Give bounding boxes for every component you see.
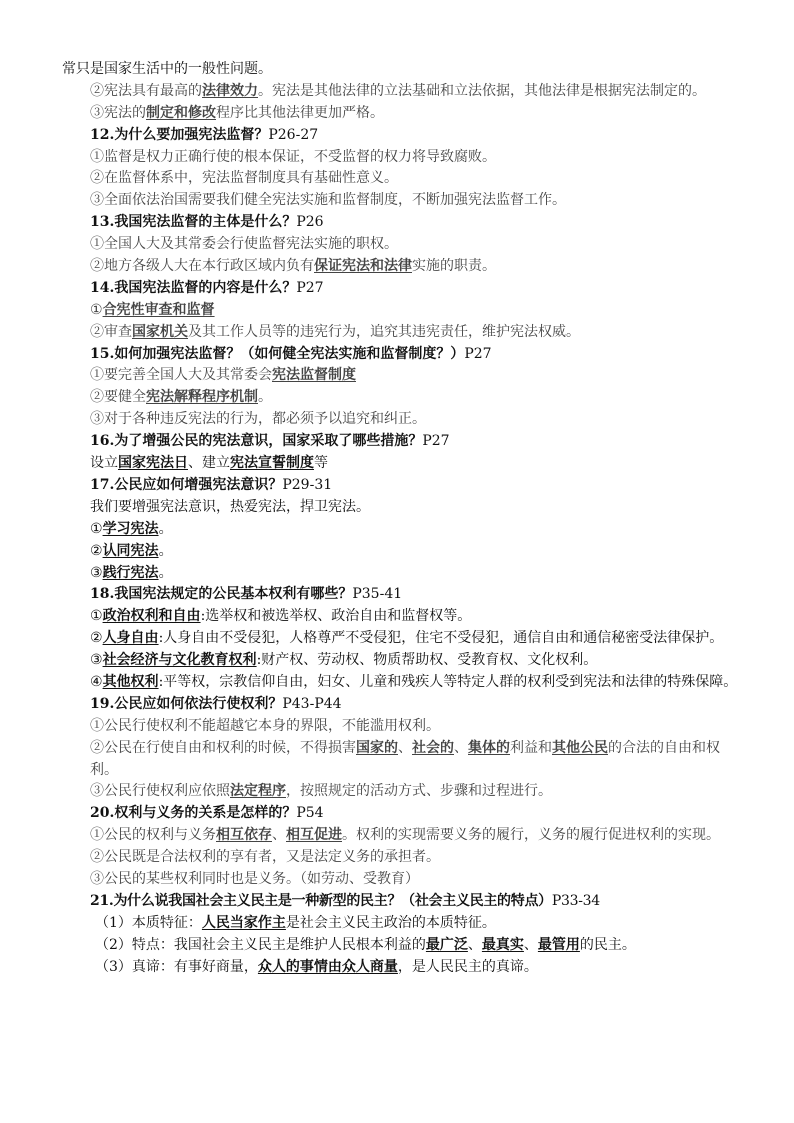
text-line: ②审查国家机关及其工作人员等的违宪行为，追究其违宪责任，维护宪法权威。 [90,323,580,340]
key-term: 最广泛 [425,936,468,953]
text-line: ③公民行使权利应依照法定程序，按照规定的活动方式、步骤和过程进行。 [90,783,552,800]
text-line: ②认同宪法。 [90,542,173,559]
text-line: ③对于各种违反宪法的行为，都必须予以追究和纠正。 [90,411,426,428]
key-term: 践行宪法 [102,564,159,581]
question-heading: 16.为了增强公民的宪法意识，国家采取了哪些措施？P27 [90,433,450,450]
key-term: 合宪性审查和监督 [102,301,215,318]
question-heading: 14.我国宪法监督的内容是什么？P27 [90,279,324,296]
text-line: ③公民的某些权利同时也是义务。（如劳动、受教育） [90,871,419,888]
text-line: ①公民的权利与义务相互依存、相互促进。权利的实现需要义务的履行，义务的履行促进权利的实现。 [90,827,720,844]
key-term: 保证宪法和法律 [314,258,412,275]
key-term: 人身自由 [102,630,159,647]
key-term: 认同宪法 [102,542,159,559]
key-term: 国家机关 [132,323,188,340]
key-term: 宪法宣誓制度 [230,455,314,472]
key-term: 众人的事情由众人商量 [257,958,398,975]
text-line: ②宪法具有最高的法律效力。宪法是其他法律的立法基础和立法依据，其他法律是根据宪法制定的。 [90,82,706,99]
question-heading: 12.为什么要加强宪法监督？P26-27 [90,126,319,143]
key-term: 社会经济与文化教育权利 [102,652,257,669]
text-line: ②公民既是合法权利的享有者，又是法定义务的承担者。 [90,849,440,866]
key-term: 相互依存 [216,827,272,844]
text-line: ②要健全宪法解释程序机制。 [90,389,272,406]
text-line: ④其他权利:平等权，宗教信仰自由，妇女、儿童和残疾人等特定人群的权利受到宪法和法律的特殊保障。 [90,673,738,690]
text-line: ②公民在行使自由和权利的时候，不得损害国家的、社会的、集体的利益和其他公民的合法的自由和权利。 [90,739,720,778]
text-line: ①合宪性审查和监督 [90,301,215,318]
text-line: ③社会经济与文化教育权利:财产权、劳动权、物质帮助权、受教育权、文化权利。 [90,652,598,669]
text-line: （1）本质特征：人民当家作主是社会主义民主政治的本质特征。 [95,914,496,931]
key-term: 学习宪法 [102,520,159,537]
question-heading: 15.如何加强宪法监督？（如何健全宪法实施和监督制度？）P27 [90,345,492,362]
text-line: ①学习宪法。 [90,520,173,537]
question-heading: 13.我国宪法监督的主体是什么？P26 [90,214,324,231]
key-term: 最管用 [537,936,580,953]
key-term: 政治权利和自由 [102,608,201,625]
question-heading: 21.为什么说我国社会主义民主是一种新型的民主？（社会主义民主的特点）P33-34 [90,892,600,909]
question-heading: 20.权利与义务的关系是怎样的？P54 [90,805,324,822]
text-line: ①公民行使权利不能超越它本身的界限，不能滥用权利。 [90,717,440,734]
text-line: 设立国家宪法日、建立宪法宣誓制度等 [90,455,328,472]
text-line: ③践行宪法。 [90,564,173,581]
key-term: 宪法监督制度 [272,367,356,384]
key-term: 最真实 [481,936,524,953]
question-heading: 18.我国宪法规定的公民基本权利有哪些？P35-41 [90,586,403,603]
key-term: 其他公民 [552,739,608,756]
text-line: 我们要增强宪法意识，热爱宪法，捍卫宪法。 [90,498,370,515]
key-term: 集体的 [468,739,510,756]
key-term: 人民当家作主 [201,914,286,931]
key-term: 法律效力 [202,82,258,99]
key-term: 国家宪法日 [118,455,188,472]
text-line: 常只是国家生活中的一般性问题。 [62,61,272,77]
text-line: ①要完善全国人大及其常委会宪法监督制度 [90,367,356,384]
text-line: ①政治权利和自由:选举权和被选举权、政治自由和监督权等。 [90,608,472,625]
question-heading: 19.公民应如何依法行使权利？P43-P44 [90,695,342,712]
text-line: （2）特点：我国社会主义民主是维护人民根本利益的最广泛、最真实、最管用的民主。 [95,936,636,953]
text-line: （3）真谛：有事好商量，众人的事情由众人商量，是人民民主的真谛。 [95,958,538,975]
text-line: ③宪法的制定和修改程序比其他法律更加严格。 [90,104,384,121]
key-term: 法定程序 [230,783,286,800]
text-line: ③全面依法治国需要我们健全宪法实施和监督制度，不断加强宪法监督工作。 [90,192,566,209]
text-line: ②人身自由:人身自由不受侵犯，人格尊严不受侵犯，住宅不受侵犯，通信自由和通信秘密受法律保护。 [90,630,724,647]
question-heading: 17.公民应如何增强宪法意识？P29-31 [90,476,333,493]
key-term: 社会的 [412,739,454,756]
key-term: 国家的 [356,739,398,756]
document-page [62,59,738,979]
key-term: 制定和修改 [146,104,216,121]
key-term: 相互促进 [286,827,342,844]
key-term: 宪法解释程序机制 [146,389,258,406]
text-line: ①全国人大及其常委会行使监督宪法实施的职权。 [90,236,398,253]
text-line: ②在监督体系中，宪法监督制度具有基础性意义。 [90,170,398,187]
text-line: ②地方各级人大在本行政区域内负有保证宪法和法律实施的职责。 [90,258,496,275]
key-term: 其他权利 [102,673,159,690]
text-line: ①监督是权力正确行使的根本保证，不受监督的权力将导致腐败。 [90,148,496,165]
